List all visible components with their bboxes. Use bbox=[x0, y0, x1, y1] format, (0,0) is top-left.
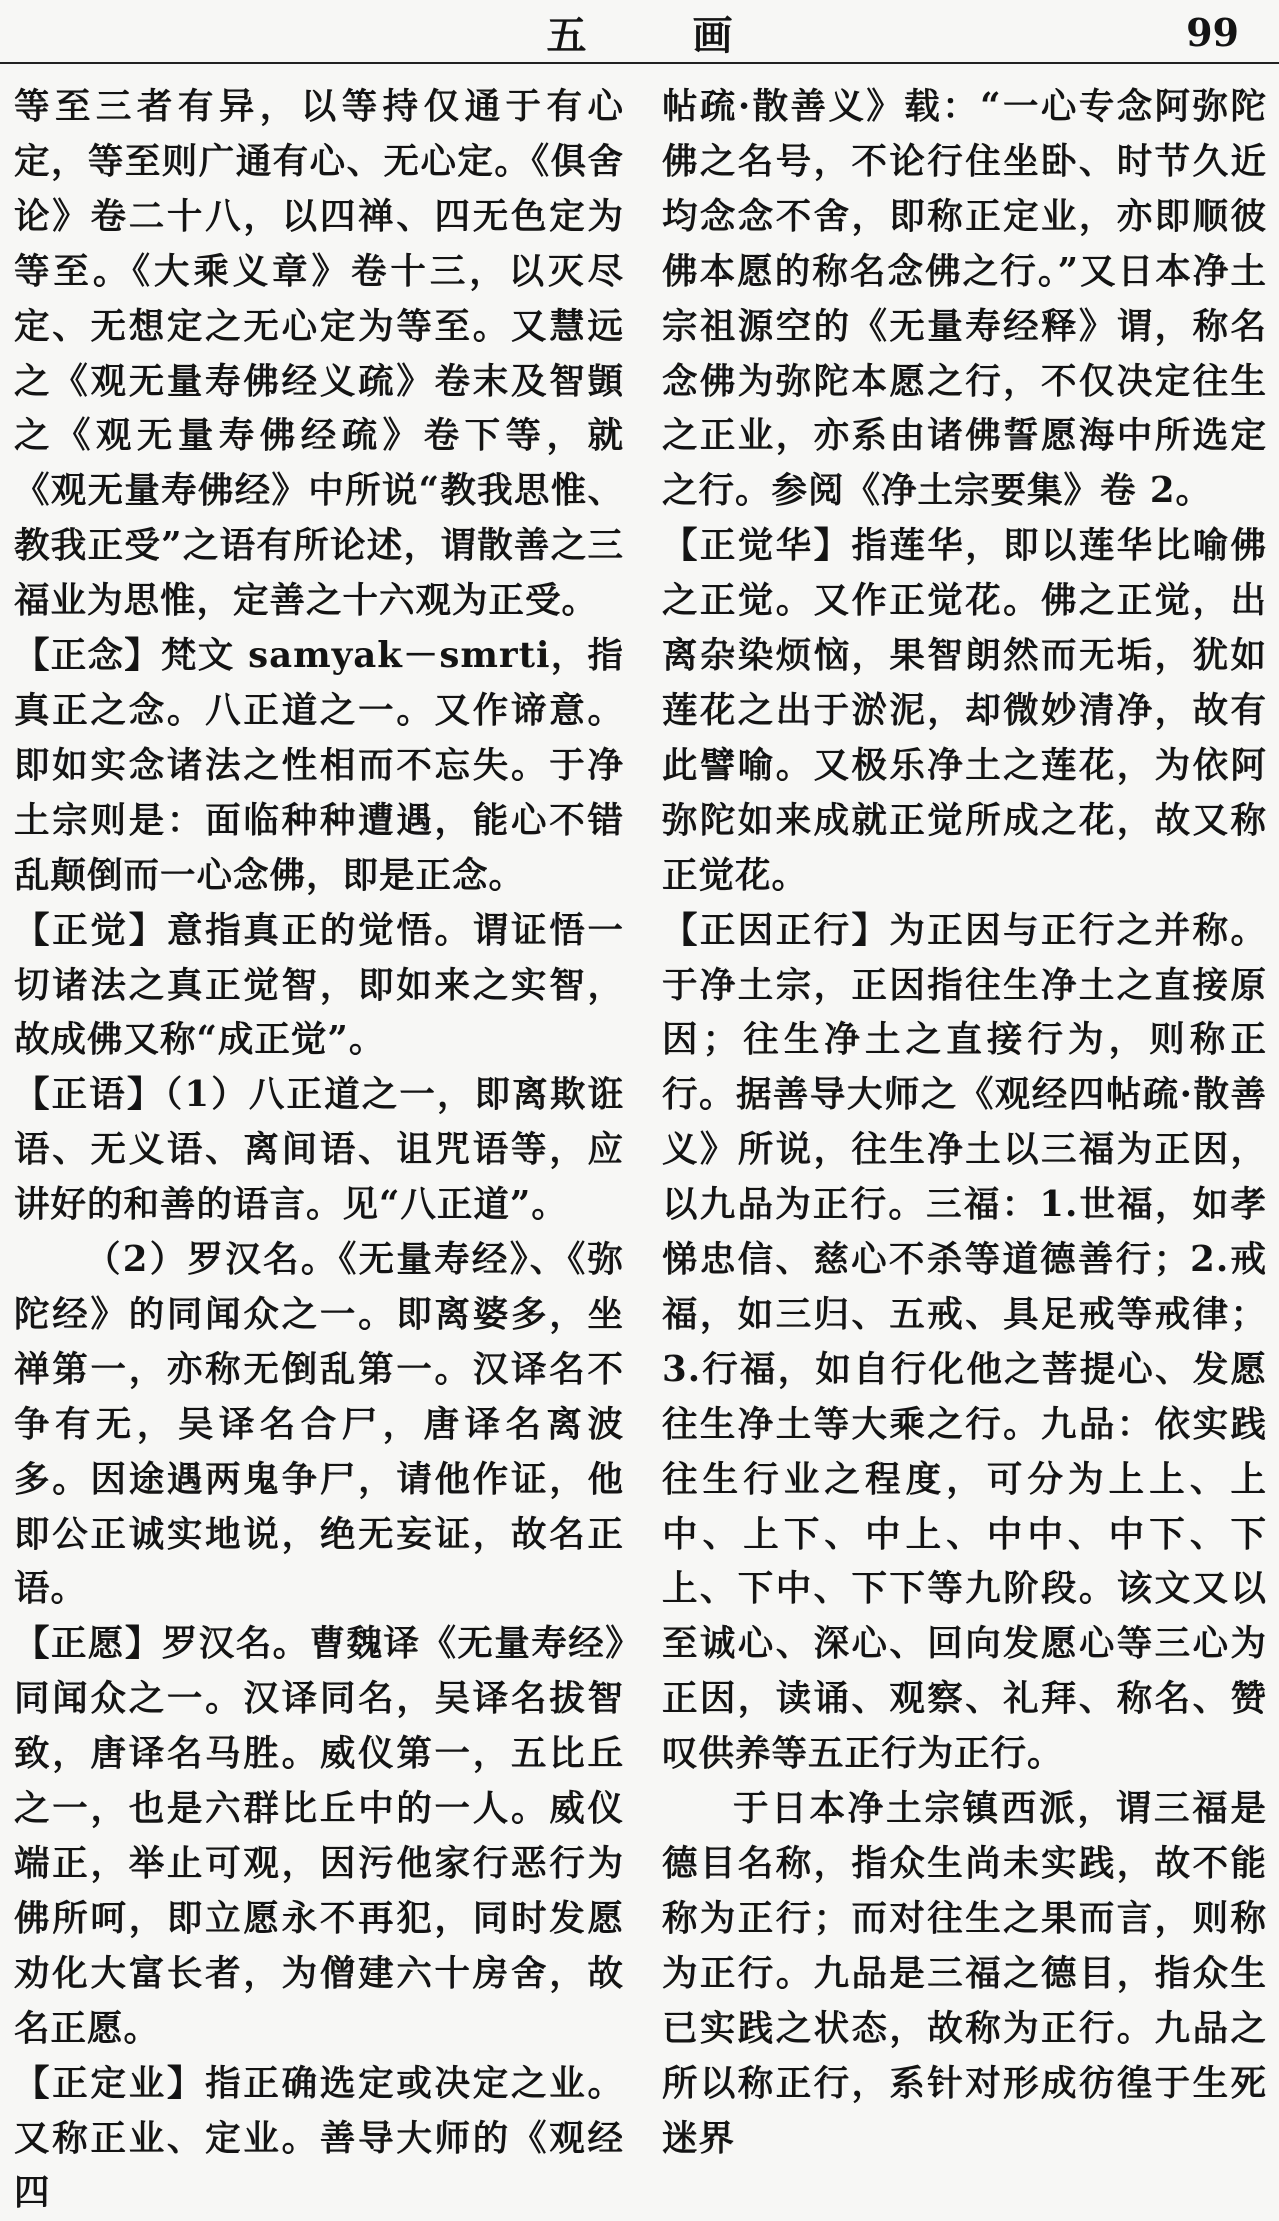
headword: 【正语】 bbox=[14, 1074, 165, 1116]
entry-paragraph bbox=[14, 1233, 624, 1617]
entry-text: 于日本净土宗镇西派，谓三福是德目名称，指众生尚未实践，故不能称为正行；而对往生之果而言，则称为正行。九品是三福之德目，指众生已实践之状态，故称为正行。九品之所以称正行，系针对形成彷徨于生死迷界 bbox=[662, 1788, 1267, 2159]
entry-paragraph bbox=[662, 1782, 1267, 2166]
headword: 【正因正行】 bbox=[662, 909, 890, 951]
headword: 【正愿】 bbox=[14, 1623, 162, 1665]
entry-text: 帖疏·散善义》载：“一心专念阿弥陀佛之名号，不论行住坐卧、时节久近均念念不舍，即称正定业，亦即顺彼佛本愿的称名念佛之行。”又日本净土宗祖源空的《无量寿经释》谓，称名念佛为弥陀本愿之行，不仅决定往生之正业，亦系由诸佛誓愿海中所选定之行。参阅《净土宗要集》卷 2。 bbox=[662, 86, 1267, 512]
entry-paragraph bbox=[14, 80, 624, 629]
right-column bbox=[662, 80, 1267, 2159]
entry-text: 指正确选定或决定之业。又称正业、定业。善导大师的《观经四 bbox=[14, 2062, 624, 2214]
entry-text: 意指真正的觉悟。谓证悟一切诸法之真正觉智，即如来之实智，故成佛又称“成正觉”。 bbox=[14, 909, 624, 1061]
left-column bbox=[14, 80, 624, 2214]
entry-paragraph bbox=[14, 1068, 624, 1233]
entry-text: 罗汉名。曹魏译《无量寿经》同闻众之一。汉译同名，吴译名拔智致，唐译名马胜。威仪第一，五比丘之一，也是六群比丘中的一人。威仪端正，举止可观，因污他家行恶行为佛所呵，即立愿永不再犯，同时发愿劝化大富长者，为僧建六十房舍，故名正愿。 bbox=[14, 1623, 624, 2049]
header-rule bbox=[0, 62, 1279, 64]
headword: 【正觉】 bbox=[14, 909, 167, 951]
section-title: 五 画 bbox=[546, 12, 779, 59]
entry-paragraph bbox=[662, 519, 1267, 903]
page-number: 99 bbox=[1186, 10, 1239, 55]
entry-paragraph bbox=[14, 629, 624, 904]
page-header bbox=[0, 0, 1279, 64]
entry-text: 等至三者有异，以等持仅通于有心定，等至则广通有心、无心定。《俱舍论》卷二十八，以四禅、四无色定为等至。《大乘义章》卷十三，以灭尽定、无想定之无心定为等至。又慧远之《观无量寿佛经义疏》卷末及智顗之《观无量寿佛经疏》卷下等，就《观无量寿佛经》中所说“教我思惟、教我正受”之语有所论述，谓散善之三福业为思惟，定善之十六观为正受。 bbox=[14, 86, 624, 622]
headword: 【正觉华】 bbox=[662, 525, 852, 567]
headword: 【正定业】 bbox=[14, 2062, 206, 2104]
entry-text: 指莲华，即以莲华比喻佛之正觉。又作正觉花。佛之正觉，出离杂染烦恼，果智朗然而无垢，犹如莲花之出于淤泥，却微妙清净，故有此譬喻。又极乐净土之莲花，为依阿弥陀如来成就正觉所成之花，故又称正觉花。 bbox=[662, 525, 1267, 896]
entry-paragraph bbox=[14, 904, 624, 1069]
entry-text: 为正因与正行之并称。于净土宗，正因指往生净土之直接原因；往生净土之直接行为，则称正行。据善导大师之《观经四帖疏·散善义》所说，往生净土以三福为正因，以九品为正行。三福：1.世福，如孝悌忠信、慈心不杀等道德善行；2.戒福，如三归、五戒、具足戒等戒律；3.行福，如自行化他之菩提心、发愿往生净土等大乘之行。九品：依实践往生行业之程度，可分为上上、上中、上下、中上、中中、中下、下上、下中、下下等九阶段。该文又以至诚心、深心、回向发愿心等三心为正因，读诵、观察、礼拜、称名、赞叹供养等五正行为正行。 bbox=[662, 909, 1267, 1775]
entry-paragraph bbox=[662, 904, 1267, 1783]
entry-text: （1）八正道之一，即离欺诳语、无义语、离间语、诅咒语等，应讲好的和善的语言。见“八正道”。 bbox=[14, 1074, 624, 1226]
entry-paragraph bbox=[14, 1617, 624, 2056]
headword: 【正念】 bbox=[14, 635, 161, 677]
entry-paragraph bbox=[14, 2057, 624, 2221]
entry-text: （2）罗汉名。《无量寿经》、《弥陀经》的同闻众之一。即离婆多，坐禅第一，亦称无倒乱第一。汉译名不争有无，吴译名合尸，唐译名离波多。因途遇两鬼争尸，请他作证，他即公正诚实地说，绝无妄证，故名正语。 bbox=[14, 1239, 624, 1610]
entry-text: 梵文 samyak－smrti，指真正之念。八正道之一。又作谛意。即如实念诸法之性相而不忘失。于净土宗则是：面临种种遭遇，能心不错乱颠倒而一心念佛，即是正念。 bbox=[14, 635, 624, 896]
entry-paragraph bbox=[662, 80, 1267, 519]
